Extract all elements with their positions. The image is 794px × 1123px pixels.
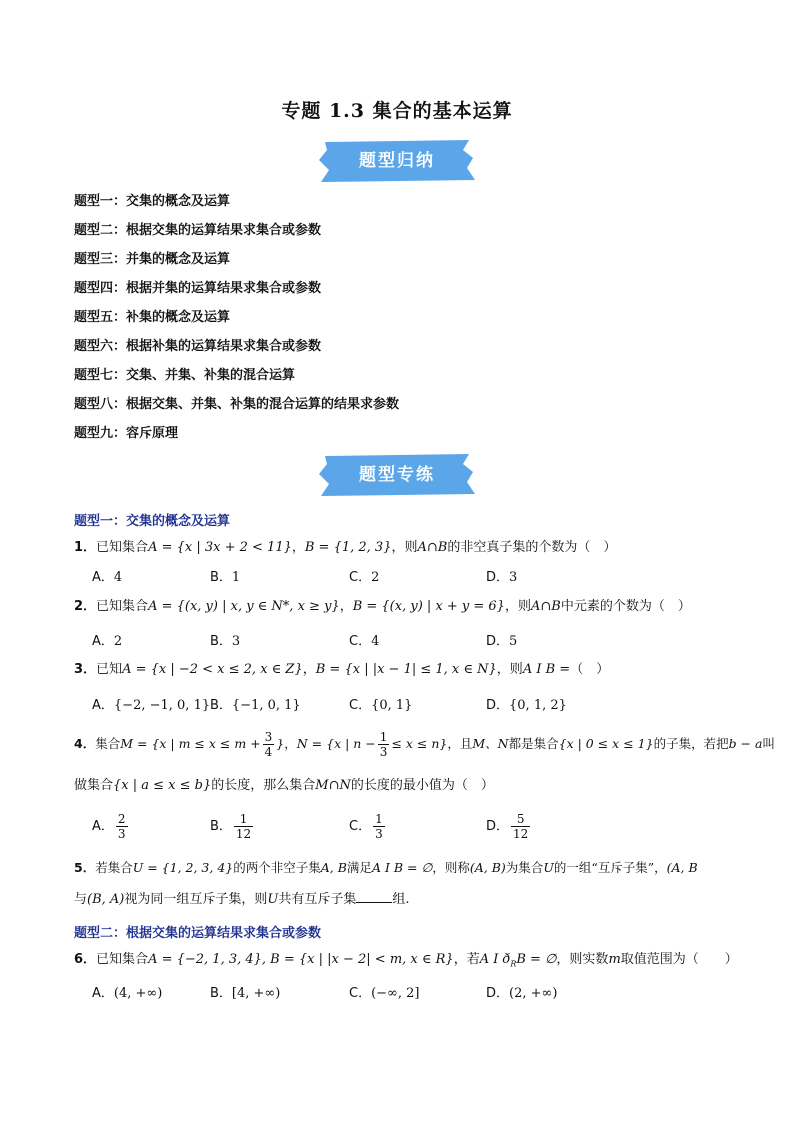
set-u: {x | 0 ≤ x ≤ 1} (558, 736, 654, 751)
option-value: (4, +∞) (113, 986, 163, 1001)
section-heading-2: 题型二：根据交集的运算结果求集合或参数 (74, 926, 322, 941)
set-a: A = {x | 3x + 2 < 11} (148, 540, 292, 555)
question-text: 为集合 (505, 860, 544, 875)
set-b: B = {x | |x − 1| ≤ 1, x ∈ N} (315, 662, 497, 677)
option-value: {−1, 0, 1} (231, 698, 301, 713)
section-heading-1: 题型一：交集的概念及运算 (74, 514, 231, 529)
option-value: {0, 1, 2} (509, 698, 567, 713)
question-number: 4． (74, 736, 96, 751)
question-text: 已知 (96, 662, 123, 677)
denominator: 4 (264, 745, 273, 759)
fraction (378, 730, 390, 759)
option-label: C． (349, 570, 372, 585)
option-label: A． (92, 570, 114, 585)
separator: ， (302, 662, 316, 677)
question-text: （ ） (570, 662, 610, 677)
question-text: 已知集合 (96, 540, 149, 555)
set-b: B = {1, 2, 3} (304, 540, 392, 555)
option-b[interactable] (210, 982, 280, 1001)
set-n-end: ≤ x ≤ n} (391, 736, 448, 751)
separator: ， (291, 540, 305, 555)
expression: U (267, 892, 279, 907)
expression: B = ∅ (516, 952, 557, 967)
option-b[interactable] (210, 566, 240, 585)
denominator: 3 (117, 827, 126, 841)
options-q1 (92, 566, 732, 588)
brace: } (276, 736, 285, 751)
set-a: A = {(x, y) | x, y ∈ N*, x ≥ y} (148, 599, 340, 614)
question-number: 5． (74, 860, 96, 875)
options-q2 (92, 630, 732, 652)
topic-item: 题型五：补集的概念及运算 (74, 310, 231, 325)
question-text: 的两个非空子集 (233, 860, 321, 875)
question-text: 取值范围为（ ） (620, 952, 738, 967)
option-d[interactable] (486, 566, 517, 585)
option-d[interactable] (486, 694, 567, 713)
banner-practice (317, 454, 477, 496)
option-label: C． (349, 819, 372, 834)
option-b[interactable] (210, 630, 240, 649)
denominator: 12 (513, 827, 529, 841)
banner-summary (317, 140, 477, 182)
numerator: 2 (117, 812, 126, 826)
question-text: 的长度的最小值为（ ） (350, 778, 494, 793)
fraction (373, 812, 385, 841)
question-text: 满足 (346, 860, 372, 875)
option-label: C． (349, 986, 372, 1001)
separator: ， (339, 599, 353, 614)
option-c[interactable] (349, 812, 387, 841)
expression: (B, A) (87, 892, 125, 907)
option-label: C． (349, 698, 372, 713)
question-number: 6． (74, 952, 97, 967)
page-title: 专题 1.3 集合的基本运算 (281, 100, 513, 122)
option-value: 4 (371, 634, 380, 649)
option-label: D． (486, 634, 510, 649)
question-text: 已知集合 (96, 952, 149, 967)
numerator: 1 (234, 812, 253, 827)
topic-item: 题型六：根据补集的运算结果求集合或参数 (74, 339, 322, 354)
question-text: 都是集合 (508, 736, 559, 751)
expression: A∩B (417, 540, 448, 555)
question-1 (74, 538, 734, 558)
option-value: 3 (509, 570, 518, 585)
subscript: R (510, 959, 517, 969)
fraction (234, 812, 253, 841)
options-q3 (92, 694, 732, 716)
topic-item: 题型九：容斥原理 (74, 426, 179, 441)
denominator: 12 (235, 827, 252, 841)
question-text: 做集合 (74, 778, 114, 793)
question-4-line2 (74, 776, 734, 796)
option-value: 5 (509, 634, 518, 649)
option-label: B． (210, 634, 232, 649)
question-3 (74, 660, 734, 680)
question-5 (74, 858, 734, 878)
question-text: 的一组“互斥子集”， (553, 860, 667, 875)
option-a[interactable] (92, 982, 162, 1001)
question-number: 2． (74, 599, 97, 614)
option-label: B． (210, 819, 232, 834)
options-q6 (92, 982, 732, 1004)
option-a[interactable] (92, 694, 210, 713)
option-c[interactable] (349, 694, 412, 713)
sets: A = {−2, 1, 3, 4}, B = {x | |x − 2| < m, x ∈ R} (148, 952, 454, 967)
question-number: 3． (74, 662, 97, 677)
fraction (263, 730, 275, 759)
option-label: B． (210, 698, 232, 713)
option-value: 3 (231, 634, 241, 649)
option-value: 2 (113, 634, 123, 649)
topic-item: 题型八：根据交集、并集、补集的混合运算的结果求参数 (74, 397, 400, 412)
topic-item: 题型七：交集、并集、补集的混合运算 (74, 368, 296, 383)
option-d[interactable] (486, 812, 532, 841)
topic-item: 题型三：并集的概念及运算 (74, 252, 231, 267)
question-text: 共有互斥子集 (278, 892, 357, 907)
separator: ， (284, 736, 297, 751)
question-text: 与 (74, 892, 88, 907)
question-text: 叫 (762, 736, 775, 751)
banner-summary-label: 题型归纳 (359, 151, 435, 171)
option-label: C． (349, 634, 372, 649)
option-d[interactable] (486, 630, 517, 649)
question-text: 中元素的个数为（ ） (560, 599, 691, 614)
question-2 (74, 597, 734, 617)
option-label: D． (486, 698, 510, 713)
question-4 (74, 730, 775, 759)
numerator: 3 (264, 730, 273, 744)
expression: A, B (320, 860, 347, 875)
option-value: (2, +∞) (509, 986, 558, 1001)
topic-list (74, 192, 399, 453)
variable: m (608, 952, 621, 967)
question-text: ，若 (453, 952, 480, 967)
question-text: ，则实数 (556, 952, 609, 967)
question-text: ，则 (391, 540, 418, 555)
option-value: {−2, −1, 0, 1} (113, 698, 211, 713)
question-text: 已知集合 (96, 599, 149, 614)
question-text: ，则 (496, 662, 523, 677)
option-label: A． (92, 634, 114, 649)
topic-item: 题型二：根据交集的运算结果求集合或参数 (74, 223, 322, 238)
option-value: 1 (231, 570, 241, 585)
numerator: 1 (375, 812, 383, 826)
option-c[interactable] (349, 630, 379, 649)
option-label: A． (92, 986, 114, 1001)
option-b[interactable] (210, 812, 255, 841)
option-value: (−∞, 2] (371, 986, 420, 1001)
option-label: D． (486, 819, 510, 834)
option-value: {0, 1} (371, 698, 413, 713)
expression: A I B = (522, 662, 571, 677)
options-q4 (92, 812, 732, 848)
numerator: 1 (379, 730, 388, 744)
set-m: M = {x | m ≤ x ≤ m + (120, 736, 261, 751)
expression: b − a (728, 736, 763, 751)
numerator: 5 (511, 812, 530, 827)
option-label: A． (92, 698, 114, 713)
set-u: U = {1, 2, 3, 4} (132, 860, 234, 875)
option-label: B． (210, 570, 232, 585)
question-text: 的非空真子集的个数为（ ） (447, 540, 617, 555)
question-text: 视为同一组互斥子集，则 (124, 892, 268, 907)
question-text: 组. (392, 892, 410, 907)
option-value: 4 (113, 570, 123, 585)
topic-item: 题型一：交集的概念及运算 (74, 194, 231, 209)
set-a: A = {x | −2 < x ≤ 2, x ∈ Z} (122, 662, 303, 677)
option-value: [4, +∞) (231, 986, 281, 1001)
option-label: B． (210, 986, 232, 1001)
question-text: ，则 (504, 599, 531, 614)
question-text: 的长度，那么集合 (211, 778, 316, 793)
question-5-line2 (74, 890, 734, 910)
expression: (A, B) (469, 860, 506, 875)
option-d[interactable] (486, 982, 557, 1001)
fraction (116, 812, 128, 841)
option-a[interactable] (92, 812, 130, 841)
option-c[interactable] (349, 982, 419, 1001)
set-n: N = {x | n − (296, 736, 376, 751)
option-label: D． (486, 986, 510, 1001)
option-label: A． (92, 819, 114, 834)
option-a[interactable] (92, 566, 122, 585)
option-b[interactable] (210, 694, 301, 713)
topic-item: 题型四：根据并集的运算结果求集合或参数 (74, 281, 322, 296)
question-text: 的子集，若把 (653, 736, 729, 751)
option-c[interactable] (349, 566, 379, 585)
expression: U (543, 860, 554, 875)
denominator: 3 (379, 745, 388, 759)
set-b: B = {(x, y) | x + y = 6} (352, 599, 505, 614)
question-6 (74, 950, 738, 975)
option-value: 2 (371, 570, 380, 585)
question-text: ，且 (447, 736, 473, 751)
denominator: 3 (375, 827, 383, 841)
answer-blank[interactable] (356, 890, 392, 903)
expression: M、N (472, 736, 509, 751)
expression: M∩N (315, 778, 351, 793)
expression: (A, B (666, 860, 698, 875)
question-text: ，则称 (432, 860, 470, 875)
expression: A I B = ∅ (371, 860, 433, 875)
option-label: D． (486, 570, 510, 585)
fraction (511, 812, 530, 841)
option-a[interactable] (92, 630, 122, 649)
set-ab: {x | a ≤ x ≤ b} (113, 778, 212, 793)
expression: A∩B (530, 599, 561, 614)
question-text: 若集合 (95, 860, 133, 875)
expression: A I ð (479, 952, 511, 967)
question-number: 1． (74, 540, 97, 555)
banner-practice-label: 题型专练 (359, 465, 435, 485)
question-text: 集合 (95, 736, 121, 751)
